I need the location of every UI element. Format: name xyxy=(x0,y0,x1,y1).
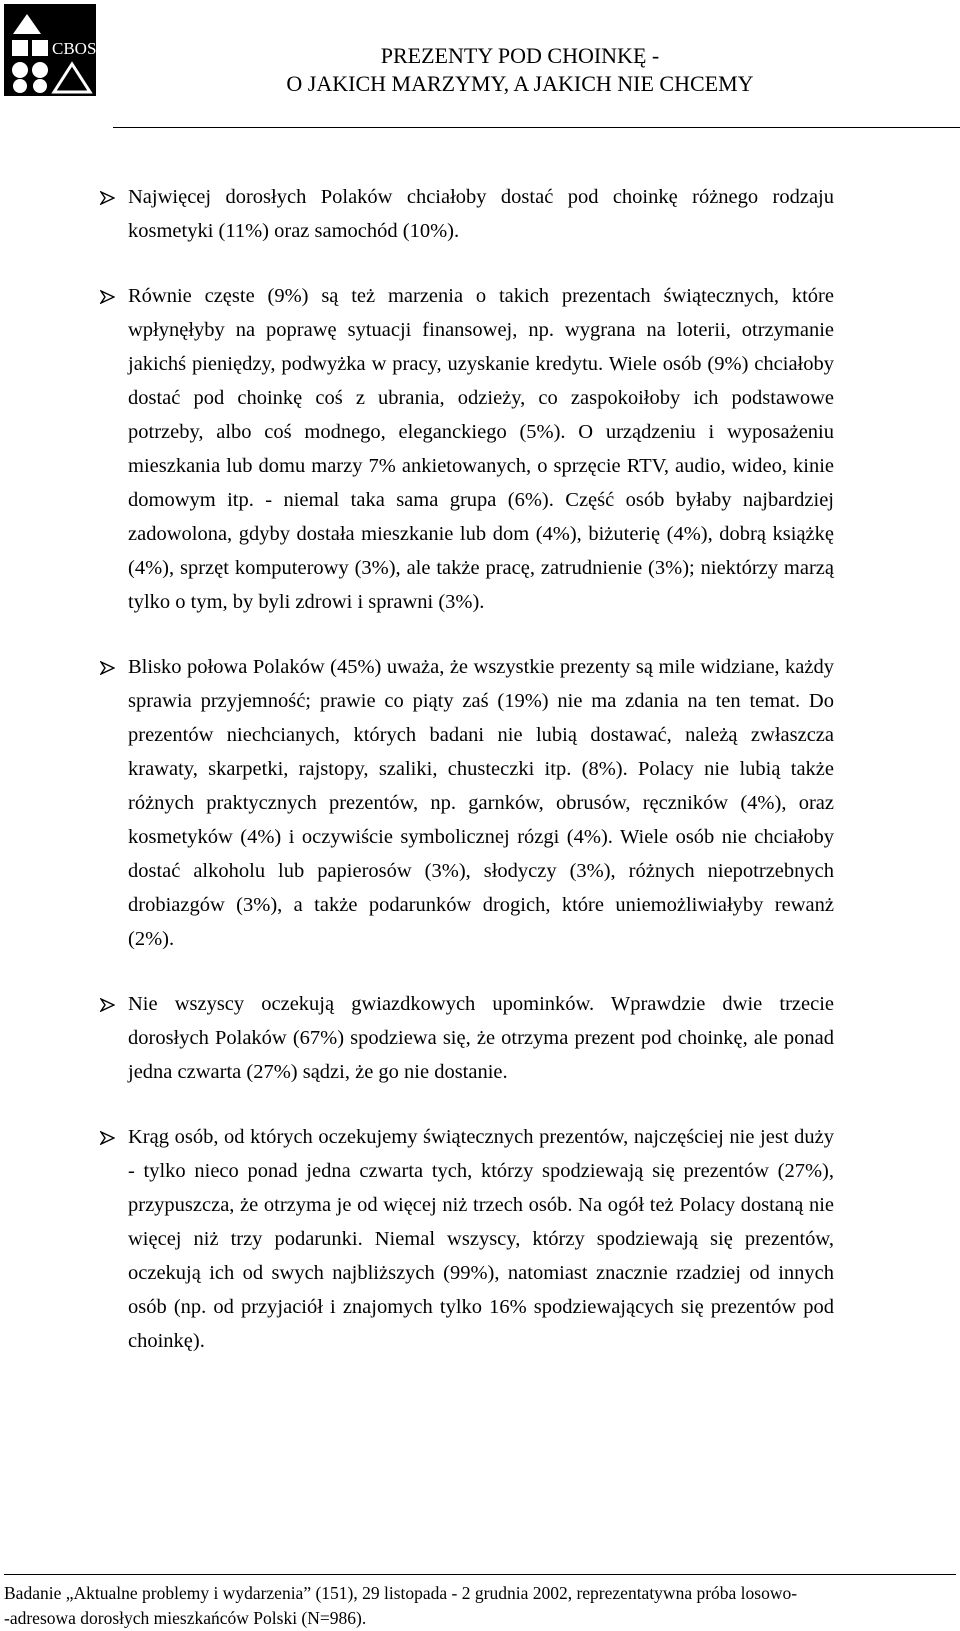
footnote xyxy=(4,1574,956,1631)
logo-circle-3 xyxy=(13,79,27,93)
logo-text: CBOS xyxy=(52,39,96,58)
header-title-line-2: O JAKICH MARZYMY, A JAKICH NIE CHCEMY xyxy=(286,71,754,96)
bullet-text: Równie częste (9%) są też marzenia o takich prezentach świątecznych, które wpłynęłyby na poprawę sytuacji finansowej, np. wygrana na loterii, otrzymanie jakichś pieniędzy, podwyżka w pracy, uzyskanie kredytu. Wiele osób (9%) chciałoby dostać pod choinkę coś z ubrania, odzieży, co zaspokoiłoby ich podstawowe potrzeby, albo coś modnego, eleganckiego (5%). O urządzeniu i wyposażeniu mieszkania lub domu marzy 7% ankietowanych, o sprzęcie RTV, audio, wideo, kinie domowym itp. - niemal taka sama grupa (6%). Część osób byłaby najbardziej zadowolona, gdyby dostała mieszkanie lub dom (4%), biżuterię (4%), dobrą książkę (4%), sprzęt komputerowy (3%), ale także pracę, zatrudnienie (3%); niektórzy marzą tylko o tym, by byli zdrowi i sprawni (3%). xyxy=(128,285,834,613)
logo-circle-4 xyxy=(33,79,47,93)
logo-square-1 xyxy=(12,40,28,56)
header-title-line-1: PREZENTY POD CHOINKĘ - xyxy=(380,43,660,68)
bullet-text: Blisko połowa Polaków (45%) uważa, że wszystkie prezenty są mile widziane, każdy sprawia przyjemność; prawie co piąty zaś (19%) nie ma zdania na ten temat. Do prezentów niechcianych, których badani nie lubią dostawać, należą zwłaszcza krawaty, skarpetki, rajstopy, szaliki, chusteczki itp. (8%). Polacy nie lubią także różnych praktycznych prezentów, np. garnków, obrusów, ręczników (4%), oraz kosmetyków (4%) i oczywiście symbolicznej rózgi (4%). Wiele osób nie chciałoby dostać alkoholu lub papierosów (3%), słodyczy (3%), różnych niepotrzebnych drobiazgów (3%), a także podarunków drogich, które uniemożliwiałyby rewanż (2%). xyxy=(128,656,834,950)
bullet-text: Nie wszyscy oczekują gwiazdkowych upominków. Wprawdzie dwie trzecie dorosłych Polaków (67%) spodziewa się, że otrzyma prezent pod choinkę, ale ponad jedna czwarta (27%) sądzi, że go nie dostanie. xyxy=(128,993,834,1083)
bullet-item xyxy=(100,180,834,248)
bullet-item xyxy=(100,279,834,619)
bullet-text: Krąg osób, od których oczekujemy świątecznych prezentów, najczęściej nie jest duży - tylko nieco ponad jedna czwarta tych, którzy spodziewają się prezentów (27%), przypuszcza, że otrzyma je od więcej niż trzech osób. Na ogół też Polacy dostaną nie więcej niż trzy podarunki. Niemal wszyscy, którzy spodziewają się prezentów, oczekują ich od swych najbliższych (99%), natomiast znacznie rzadziej od innych osób (np. od przyjaciół i znajomych tylko 16% spodziewających się prezentów pod choinkę). xyxy=(128,1126,834,1352)
bullet-list xyxy=(100,180,834,1389)
arrow-bullet-icon xyxy=(100,191,115,205)
cbos-logo xyxy=(4,4,96,96)
cbos-logo-graphic xyxy=(4,4,96,96)
document-header-title xyxy=(150,42,890,98)
footnote-line-1: Badanie „Aktualne problemy i wydarzenia” (151), 29 listopada - 2 grudnia 2002, reprezentatywna próba losowo- xyxy=(4,1583,798,1603)
logo-circle-1 xyxy=(12,62,28,78)
arrow-bullet-icon xyxy=(100,290,115,304)
bullet-item xyxy=(100,650,834,956)
footnote-line-2: -adresowa dorosłych mieszkańców Polski (N=986). xyxy=(4,1608,367,1628)
logo-square-2 xyxy=(32,40,48,56)
bullet-item xyxy=(100,1120,834,1358)
arrow-bullet-icon xyxy=(100,1131,115,1145)
header-divider xyxy=(113,127,960,128)
bullet-item xyxy=(100,987,834,1089)
arrow-bullet-icon xyxy=(100,998,115,1012)
arrow-bullet-icon xyxy=(100,661,115,675)
bullet-text: Najwięcej dorosłych Polaków chciałoby dostać pod choinkę różnego rodzaju kosmetyki (11%) oraz samochód (10%). xyxy=(128,186,834,242)
logo-circle-2 xyxy=(32,62,48,78)
